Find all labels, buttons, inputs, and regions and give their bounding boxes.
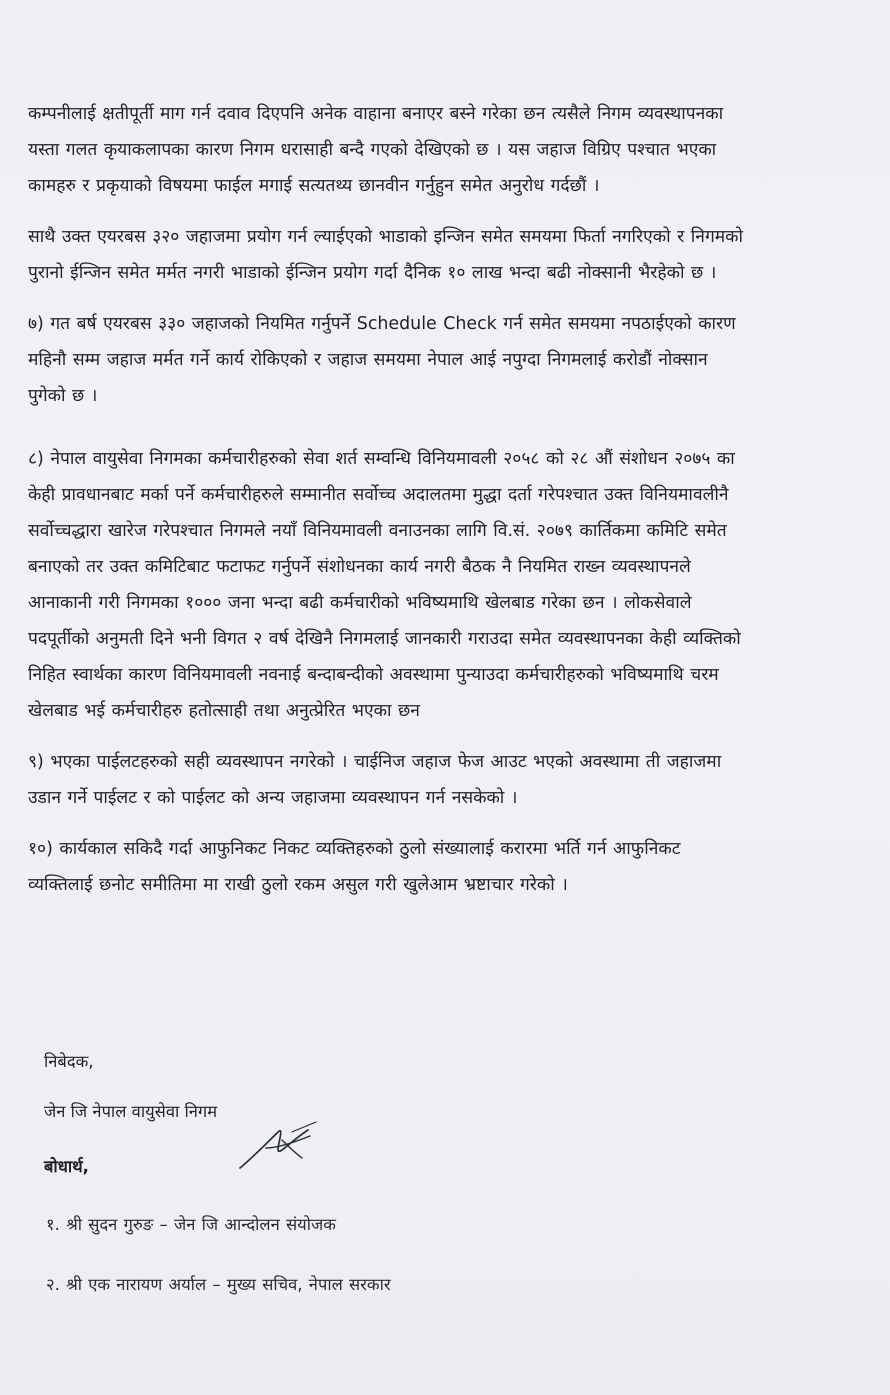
closing-block (44, 1050, 744, 1124)
salutation: निबेदक, (44, 1052, 94, 1071)
paragraph-7-schedule-check: ७) गत बर्ष एयरबस ३३० जहाजको नियमित गर्नुपर्ने Schedule Check गर्न समेत समयमा नपठाईएको कारण महिनौ सम्म जहाज मर्मत गर्ने कार्य रोकिएको र जहाज समयमा नेपाल आई नपुग्दा निगमलाई करोडौं नोक्सान पुगेको छ । (28, 314, 736, 406)
cc-item-1: १. श्री सुदन गुरुङ – जेन जि आन्दोलन संयोजक (46, 1215, 336, 1234)
paragraph-10-contract-hiring: १०) कार्यकाल सकिदै गर्दा आफुनिकट निकट व्यक्तिहरुको ठुलो संख्यालाई करारमा भर्ति गर्न आफुनिकट व्यक्तिलाई छनोट समीतिमा मा राखी ठुलो रकम असुल गरी खुलेआम भ्रष्टाचार गरेको । (28, 839, 681, 895)
letter-body (28, 96, 858, 918)
cc-heading: बोधार्थ, (44, 1157, 89, 1176)
paragraph-continuation: कम्पनीलाई क्षतीपूर्ती माग गर्न दवाव दिएपनि अनेक वाहाना बनाएर बस्ने गरेका छन त्यसैले निगम व्यवस्थापनका यस्ता गलत कृयाकलापका कारण निगम धरासाही बन्दै गएको देखिएको छ । यस जहाज विग्रिए पश्चात भएका कामहरु र प्रकृयाको विषयमा फाईल मगाई सत्यतथ्य छानवीन गर्नुहुन समेत अनुरोध गर्दछौं । (28, 104, 724, 196)
cc-item-2: २. श्री एक नारायण अर्याल – मुख्य सचिव, नेपाल सरकार (46, 1275, 391, 1294)
paragraph-8-employee-regulations: ८) नेपाल वायुसेवा निगमका कर्मचारीहरुको सेवा शर्त सम्वन्धि विनियमावली २०५८ को २८ औं संशोधन २०७५ का केही प्रावधानबाट मर्का पर्ने कर्मचारीहरुले सम्मानीत सर्वोच्च अदालतमा मुद्धा दर्ता गरेपश्चात उक्त विनियमावलीनै सर्वोच्चद्धारा खारेज गरेपश्चात निगमले नयाँ विनियमावली वनाउनका लागि वि.सं. २०७९ कार्तिकमा कमिटि समेत बनाएको तर उक्त कमिटिबाट फटाफट गर्नुपर्ने संशोधनका कार्य नगरी बैठक नै नियमित राख्न व्यवस्थापनले आनाकानी गरी निगमका १००० जना भन्दा बढी कर्मचारीको भविष्यमाथि खेलबाड गरेका छन । लोकसेवाले पदपूर्तीको अनुमती दिने भनी विगत २ वर्ष देखिनै निगमलाई जानकारी गराउदा समेत व्यवस्थापनका केही व्यक्तिको निहित स्वार्थका कारण विनियमावली नवनाई बन्दाबन्दीको अवस्थामा पुन्याउदा कर्मचारीहरुको भविष्यमाथि चरम खेलबाड भई कर्मचारीहरु हतोत्साही तथा अनुत्प्रेरित भएका छन (28, 449, 741, 721)
paragraph-9-pilot-management: ९) भएका पाईलटहरुको सही व्यवस्थापन नगरेको । चाईनिज जहाज फेज आउट भएको अवस्थामा ती जहाजमा उडान गर्ने पाईलट र को पाईलट को अन्य जहाजमा व्यवस्थापन गर्न नसकेको । (28, 752, 722, 808)
sender-name: जेन जि नेपाल वायुसेवा निगम (44, 1102, 218, 1121)
paragraph-airbus-320-engine: साथै उक्त एयरबस ३२० जहाजमा प्रयोग गर्न ल्याईएको भाडाको इन्जिन समेत समयमा फिर्ता नगरिएको र निगमको पुरानो ईन्जिन समेत मर्मत नगरी भाडाको ईन्जिन प्रयोग गर्दा दैनिक १० लाख भन्दा बढी नोक्सानी भैरहेको छ । (28, 227, 743, 283)
handwritten-signature (236, 1118, 320, 1174)
